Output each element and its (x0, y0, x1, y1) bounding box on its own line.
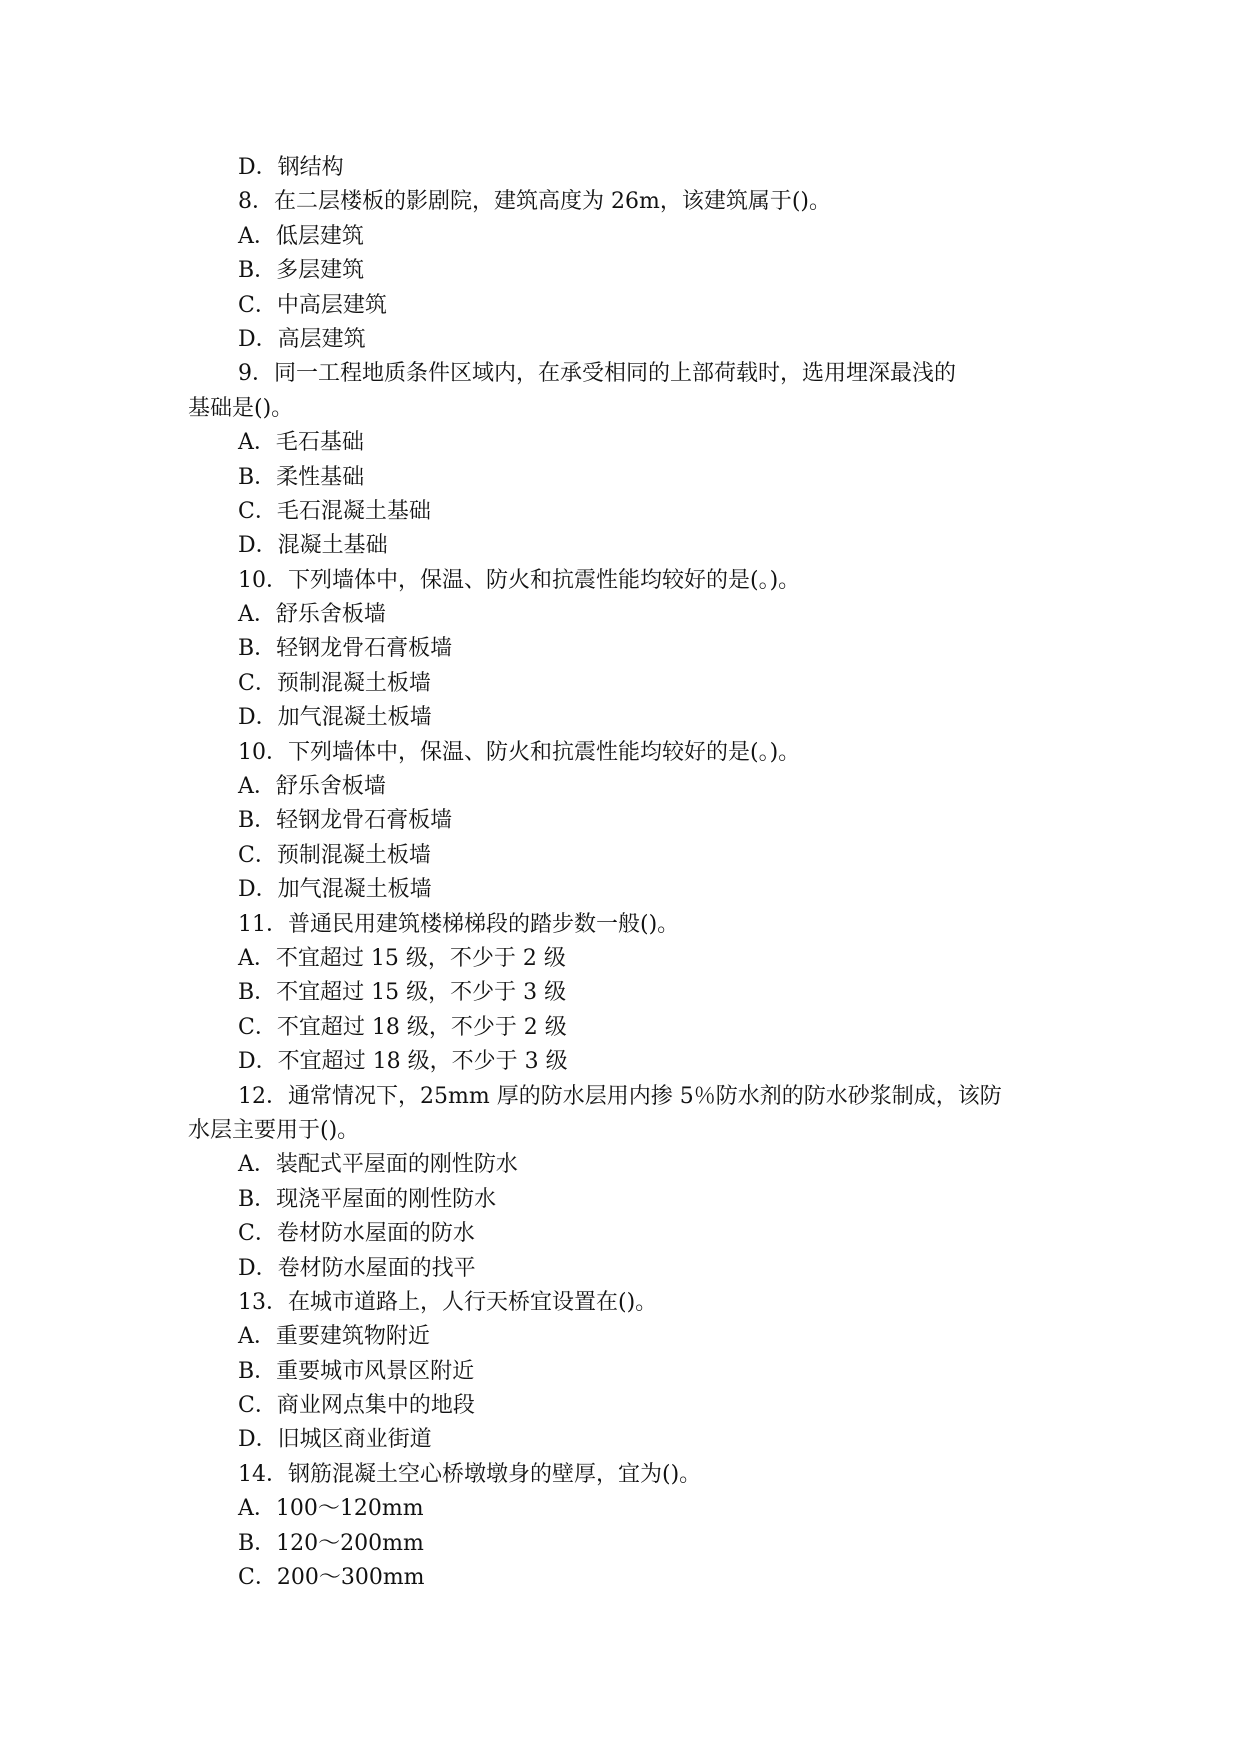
option-line: B．柔性基础 (238, 464, 365, 490)
option-line: A．重要建筑物附近 (238, 1324, 430, 1350)
question-line: 11．普通民用建筑楼梯梯段的踏步数一般()。 (238, 911, 680, 937)
option-line: B．不宜超过 15 级，不少于 3 级 (238, 980, 567, 1006)
question-line: 12．通常情况下，25mm 厚的防水层用内掺 5％防水剂的防水砂浆制成，该防 (238, 1083, 1002, 1109)
option-line: B．轻钢龙骨石膏板墙 (238, 636, 453, 662)
question-continuation-line: 水层主要用于()。 (188, 1117, 360, 1143)
option-line: D．混凝土基础 (238, 533, 388, 559)
option-line: B．多层建筑 (238, 258, 365, 284)
option-line: C．预制混凝土板墙 (238, 842, 431, 868)
option-line: C．商业网点集中的地段 (238, 1393, 475, 1419)
option-line: D．不宜超过 18 级，不少于 3 级 (238, 1049, 568, 1075)
option-line: B．重要城市风景区附近 (238, 1358, 475, 1384)
option-line: D．旧城区商业街道 (238, 1427, 432, 1453)
question-line: 14．钢筋混凝土空心桥墩墩身的壁厚，宜为()。 (238, 1461, 702, 1487)
option-line: A．不宜超过 15 级，不少于 2 级 (238, 945, 566, 971)
option-line: B．现浇平屋面的刚性防水 (238, 1186, 497, 1212)
option-line: B．120～200mm (238, 1530, 424, 1556)
question-line: 9．同一工程地质条件区域内，在承受相同的上部荷载时，选用埋深最浅的 (238, 361, 956, 387)
option-line: D．钢结构 (238, 155, 344, 180)
option-line: C．卷材防水屋面的防水 (238, 1221, 475, 1247)
question-continuation-line: 基础是()。 (188, 395, 294, 421)
option-line: A．舒乐舍板墙 (238, 602, 386, 628)
document-body (188, 151, 1060, 1595)
option-line: A．100～120mm (238, 1496, 424, 1522)
option-line: D．卷材防水屋面的找平 (238, 1255, 476, 1281)
option-line: C．预制混凝土板墙 (238, 670, 431, 696)
option-line: A．装配式平屋面的刚性防水 (238, 1152, 518, 1178)
option-line: D．加气混凝土板墙 (238, 877, 432, 903)
question-line: 10．下列墙体中，保温、防火和抗震性能均较好的是(。)。 (238, 567, 801, 593)
option-line: C．200～300mm (238, 1565, 425, 1591)
question-line: 13．在城市道路上，人行天桥宜设置在()。 (238, 1289, 658, 1315)
question-line: 8．在二层楼板的影剧院，建筑高度为 26m，该建筑属于()。 (238, 189, 832, 215)
option-line: C．毛石混凝土基础 (238, 498, 431, 524)
option-line: A．低层建筑 (238, 223, 364, 249)
option-line: C．中高层建筑 (238, 292, 387, 318)
option-line: D．高层建筑 (238, 326, 366, 352)
question-line: 10．下列墙体中，保温、防火和抗震性能均较好的是(。)。 (238, 739, 801, 765)
option-line: B．轻钢龙骨石膏板墙 (238, 808, 453, 834)
option-line: A．毛石基础 (238, 430, 364, 456)
option-line: D．加气混凝土板墙 (238, 705, 432, 731)
option-line: A．舒乐舍板墙 (238, 774, 386, 800)
option-line: C．不宜超过 18 级，不少于 2 级 (238, 1014, 567, 1040)
